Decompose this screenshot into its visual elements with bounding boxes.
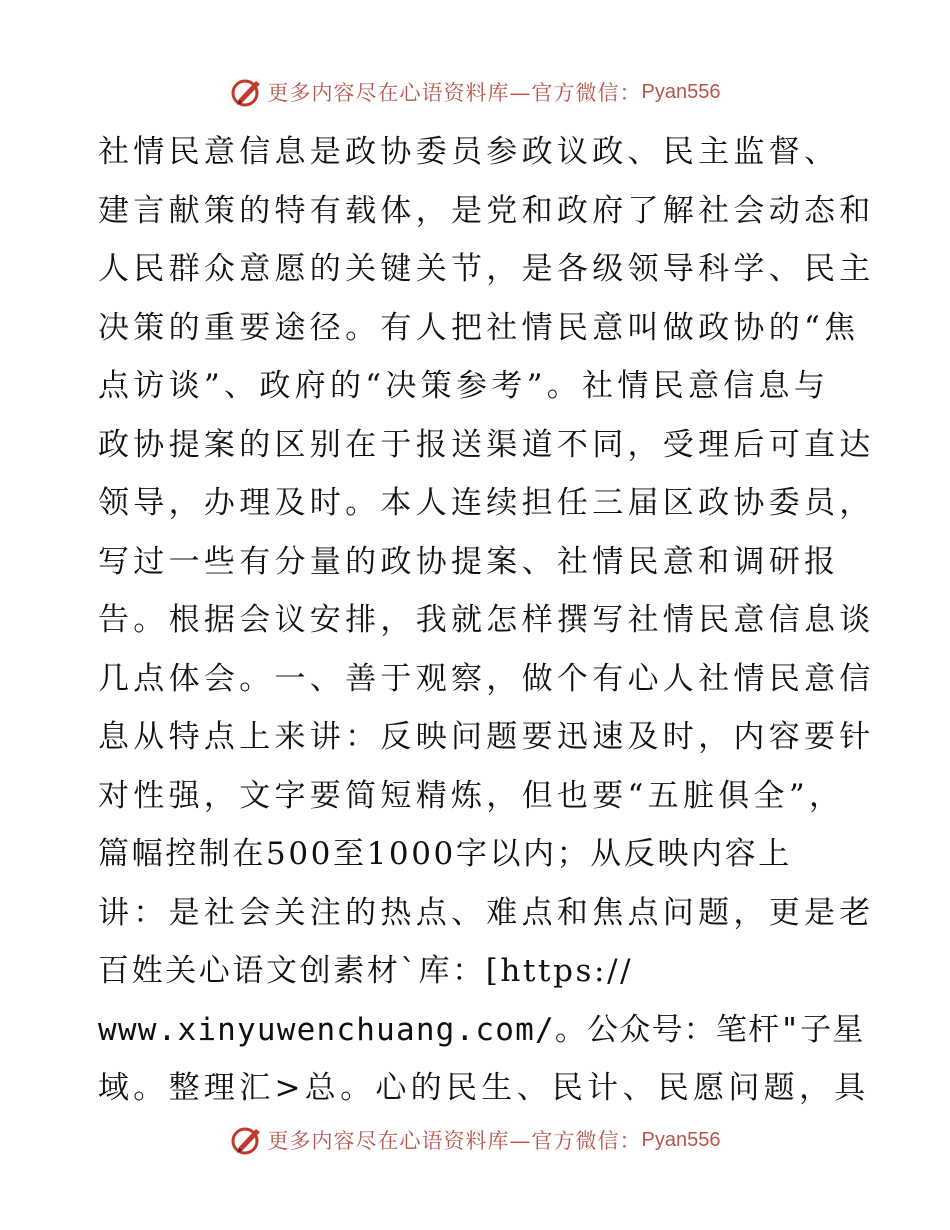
brush-pen-logo-icon xyxy=(230,75,264,109)
body-line: www.xinyuwenchuang.com/。公众号：笔杆"子星 xyxy=(98,1011,865,1048)
body-line: 人民群众意愿的关键关节，是各级领导科学、民主 xyxy=(98,251,875,287)
body-line: 几点体会。一、善于观察，做个有心人社情民意信 xyxy=(98,660,875,697)
body-line: 领导，办理及时。本人连续担任三届区政协委员， xyxy=(98,485,875,521)
footer-banner-text: 更多内容尽在心语资料库—官方微信： xyxy=(267,1129,642,1153)
footer-banner xyxy=(0,1120,950,1160)
body-line: 域。整理汇>总。心的民生、民计、民愿问题，具 xyxy=(98,1070,870,1106)
brush-pen-logo-icon xyxy=(230,1123,264,1157)
body-line: 点访谈”、政府的“决策参考”。社情民意信息与 xyxy=(98,368,830,404)
body-line: 社情民意信息是政协委员参政议政、民主监督、 xyxy=(98,134,840,170)
body-line: 政协提案的区别在于报送渠道不同，受理后可直达 xyxy=(98,426,875,463)
body-line: 决策的重要途径。有人把社情民意叫做政协的“焦 xyxy=(98,309,860,346)
header-banner-text: 更多内容尽在心语资料库—官方微信： xyxy=(267,81,642,105)
footer-wechat-id: Pyan556 xyxy=(641,1128,721,1151)
body-line: 讲：是社会关注的热点、难点和焦点问题，更是老 xyxy=(98,894,875,931)
body-line: 百姓关心语文创素材`库：[https:// xyxy=(98,953,634,989)
document-body xyxy=(98,123,875,1118)
body-line: 对性强，文字要简短精炼，但也要“五脏俱全”， xyxy=(98,777,845,814)
header-banner xyxy=(0,72,950,112)
body-line: 息从特点上来讲：反映问题要迅速及时，内容要针 xyxy=(98,719,875,755)
body-line: 写过一些有分量的政协提案、社情民意和调研报 xyxy=(98,543,840,580)
header-wechat-id: Pyan556 xyxy=(641,80,721,103)
body-line: 篇幅控制在500至1000字以内；从反映内容上 xyxy=(98,836,792,872)
body-line: 建言献策的特有载体，是党和政府了解社会动态和 xyxy=(98,192,875,229)
body-line: 告。根据会议安排，我就怎样撰写社情民意信息谈 xyxy=(98,602,875,638)
